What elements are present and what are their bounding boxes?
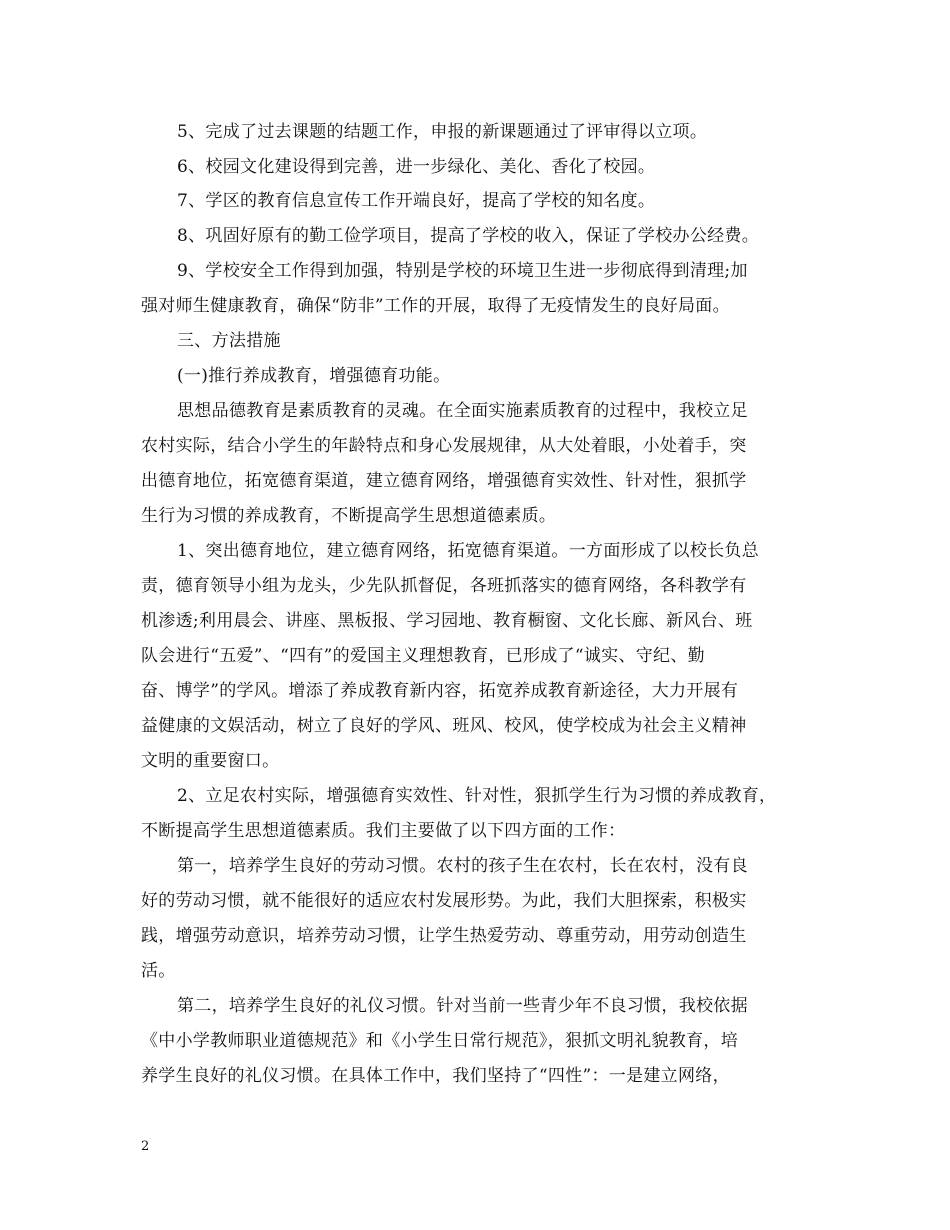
text-line: 5、完成了过去课题的结题工作，申报的新课题通过了评审得以立项。	[177, 122, 708, 142]
text-line: 第二，培养学生良好的礼仪习惯。针对当前一些青少年不良习惯，我校依据	[177, 996, 748, 1016]
subsection-heading: (一)推行养成教育，增强德育功能。	[177, 366, 451, 386]
text-line: 不断提高学生思想道德素质。我们主要做了以下四方面的工作：	[141, 821, 626, 841]
text-line: 《中小学教师职业道德规范》和《小学生日常行规范》，狠抓文明礼貌教育，培	[141, 1031, 738, 1051]
text-line: 出德育地位，拓宽德育渠道，建立德育网络，增强德育实效性、针对性，狠抓学	[141, 471, 747, 491]
text-line: 活。	[141, 961, 176, 981]
text-line: 第一，培养学生良好的劳动习惯。农村的孩子生在农村，长在农村，没有良	[177, 856, 748, 876]
text-line: 文明的重要窗口。	[141, 751, 280, 771]
text-line: 责，德育领导小组为龙头，少先队抓督促，各班抓落实的德育网络，各科教学有	[141, 576, 747, 596]
text-line: 7、学区的教育信息宣传工作开端良好，提高了学校的知名度。	[177, 191, 656, 211]
text-line: 生行为习惯的养成教育，不断提高学生思想道德素质。	[141, 506, 557, 526]
text-line: 益健康的文娱活动，树立了良好的学风、班风、校风，使学校成为社会主义精神	[141, 716, 747, 736]
text-line: 践，增强劳动意识，培养劳动习惯，让学生热爱劳动、尊重劳动，用劳动创造生	[141, 926, 747, 946]
text-line: 队会进行“五爱”、“四有”的爱国主义理想教育，已形成了“诚实、守纪、勤	[141, 646, 705, 666]
text-line: 思想品德教育是素质教育的灵魂。在全面实施素质教育的过程中，我校立足	[177, 401, 748, 421]
text-line: 2、立足农村实际，增强德育实效性、针对性，狠抓学生行为习惯的养成教育，	[177, 786, 777, 806]
text-line: 8、巩固好原有的勤工俭学项目，提高了学校的收入，保证了学校办公经费。	[177, 226, 760, 246]
text-line: 养学生良好的礼仪习惯。在具体工作中，我们坚持了“四性”：一是建立网络，	[141, 1066, 730, 1086]
text-line: 强对师生健康教育，确保“防非”工作的开展，取得了无疫情发生的良好局面。	[141, 296, 730, 316]
text-line: 1、突出德育地位，建立德育网络，拓宽德育渠道。一方面形成了以校长负总	[177, 541, 760, 561]
page-number: 2	[141, 1139, 150, 1154]
text-line: 9、学校安全工作得到加强，特别是学校的环境卫生进一步彻底得到清理;加	[177, 261, 748, 281]
section-heading: 三、方法措施	[177, 331, 281, 351]
text-line: 好的劳动习惯，就不能很好的适应农村发展形势。为此，我们大胆探索，积极实	[141, 891, 747, 911]
text-line: 6、校园文化建设得到完善，进一步绿化、美化、香化了校园。	[177, 157, 656, 177]
text-line: 奋、博学”的学风。增添了养成教育新内容，拓宽养成教育新途径，大力开展有	[141, 681, 739, 701]
text-line: 机渗透;利用晨会、讲座、黑板报、学习园地、教育橱窗、文化长廊、新风台、班	[141, 611, 753, 631]
text-line: 农村实际，结合小学生的年龄特点和身心发展规律，从大处着眼，小处着手，突	[141, 436, 747, 456]
